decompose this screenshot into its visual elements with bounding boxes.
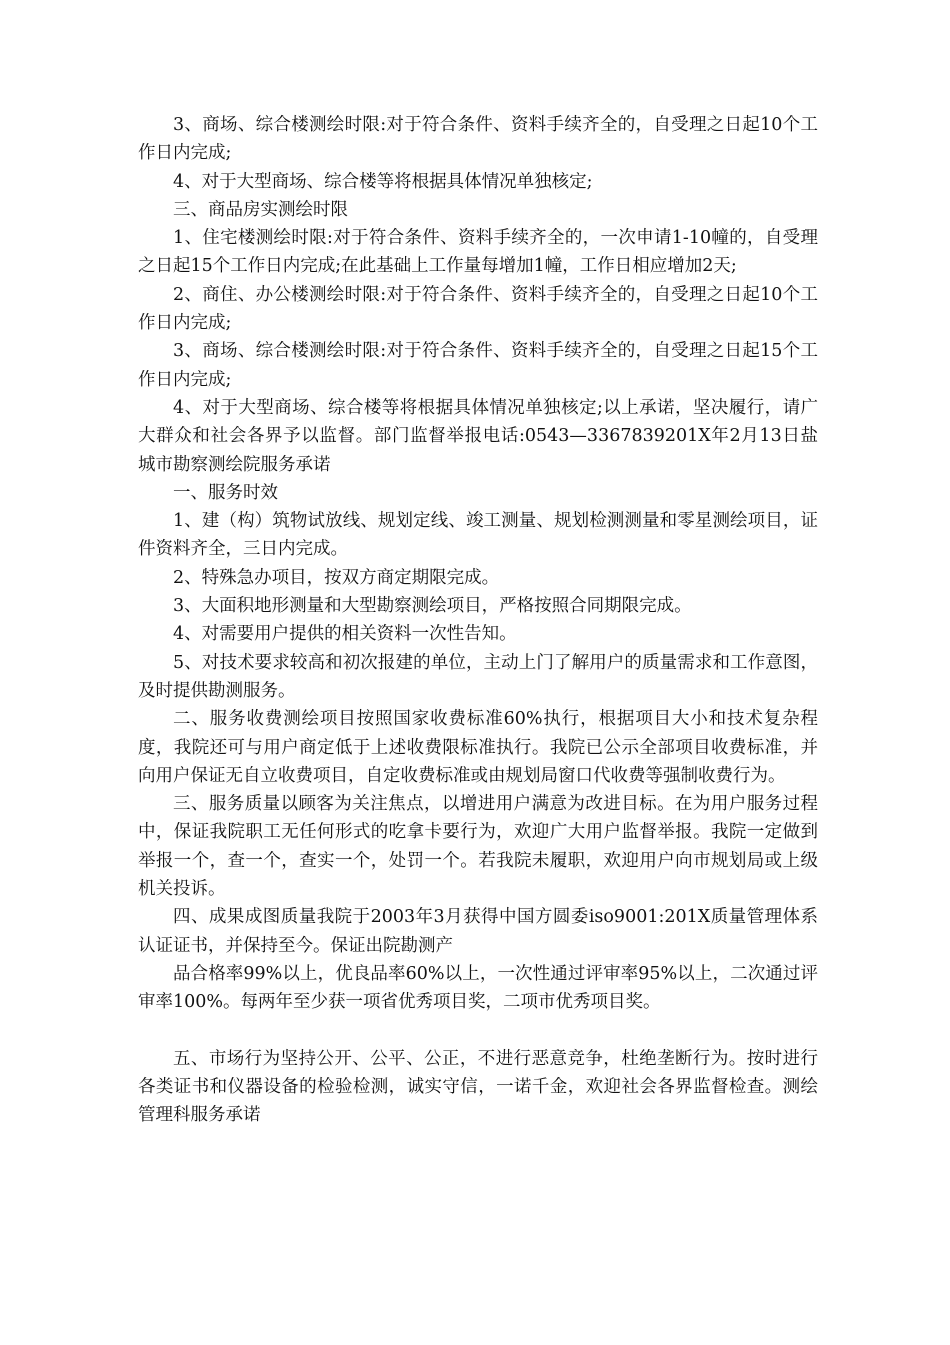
paragraph-10: 2、特殊急办项目，按双方商定期限完成。 xyxy=(173,567,500,588)
paragraph-5: 2、商住、办公楼测绘时限:对于符合条件、资料手续齐全的，自受理之日起10个工作日内完成; xyxy=(138,284,818,334)
paragraph-7: 4、对于大型商场、综合楼等将根据具体情况单独核定;以上承诺，坚决履行，请广大群众和社会各界予以监督。部门监督举报电话:0543—3367839201X年2月13日盐城市勘察测绘院服务承诺 xyxy=(138,397,818,475)
blank-line xyxy=(138,1017,818,1045)
section-heading-service-time: 一、服务时效 xyxy=(173,482,278,503)
paragraph-6: 3、商场、综合楼测绘时限:对于符合条件、资料手续齐全的，自受理之日起15个工作日内完成; xyxy=(138,341,818,390)
paragraph-2: 4、对于大型商场、综合楼等将根据具体情况单独核定; xyxy=(173,171,593,192)
paragraph-11: 3、大面积地形测量和大型勘察测绘项目，严格按照合同期限完成。 xyxy=(173,596,692,617)
paragraph-9: 1、建（构）筑物试放线、规划定线、竣工测量、规划检测测量和零星测绘项目，证件资料齐全，三日内完成。 xyxy=(138,511,818,560)
paragraph-pass-rate: 品合格率99%以上，优良品率60%以上，一次性通过评审率95%以上，二次通过评审率100%。每两年至少获一项省优秀项目奖，二项市优秀项目奖。 xyxy=(138,963,818,1013)
paragraph-market-conduct: 五、市场行为坚持公开、公平、公正，不进行恶意竞争，杜绝垄断行为。按时进行各类证书和仪器设备的检验检测，诚实守信，一诺千金，欢迎社会各界监督检查。测绘管理科服务承诺 xyxy=(138,1048,818,1126)
section-heading-3: 三、商品房实测绘时限 xyxy=(173,199,348,220)
paragraph-1: 3、商场、综合楼测绘时限:对于符合条件、资料手续齐全的，自受理之日起10个工作日内完成; xyxy=(138,115,818,164)
paragraph-4: 1、住宅楼测绘时限:对于符合条件、资料手续齐全的，一次申请1-10幢的，自受理之日起15个工作日内完成;在此基础上工作量每增加1幢，工作日相应增加2天; xyxy=(138,228,818,277)
paragraph-result-quality: 四、成果成图质量我院于2003年3月获得中国方圆委iso9001:201X质量管理体系认证证书，并保持至今。保证出院勘测产 xyxy=(138,907,818,956)
paragraph-service-quality: 三、服务质量以顾客为关注焦点，以增进用户满意为改进目标。在为用户服务过程中，保证我院职工无任何形式的吃拿卡要行为，欢迎广大用户监督举报。我院一定做到举报一个，查一个，查实一个，处罚一个。若我院未履职，欢迎用户向市规划局或上级机关投诉。 xyxy=(138,794,818,900)
paragraph-13: 5、对技术要求较高和初次报建的单位，主动上门了解用户的质量需求和工作意图，及时提供勘测服务。 xyxy=(138,652,818,701)
paragraph-12: 4、对需要用户提供的相关资料一次性告知。 xyxy=(173,624,517,645)
paragraph-service-fee: 二、服务收费测绘项目按照国家收费标准60%执行，根据项目大小和技术复杂程度，我院还可与用户商定低于上述收费限标准执行。我院已公示全部项目收费标准，并向用户保证无自立收费项目，自定收费标准或由规划局窗口代收费等强制收费行为。 xyxy=(138,709,818,786)
document-body xyxy=(138,111,818,1130)
